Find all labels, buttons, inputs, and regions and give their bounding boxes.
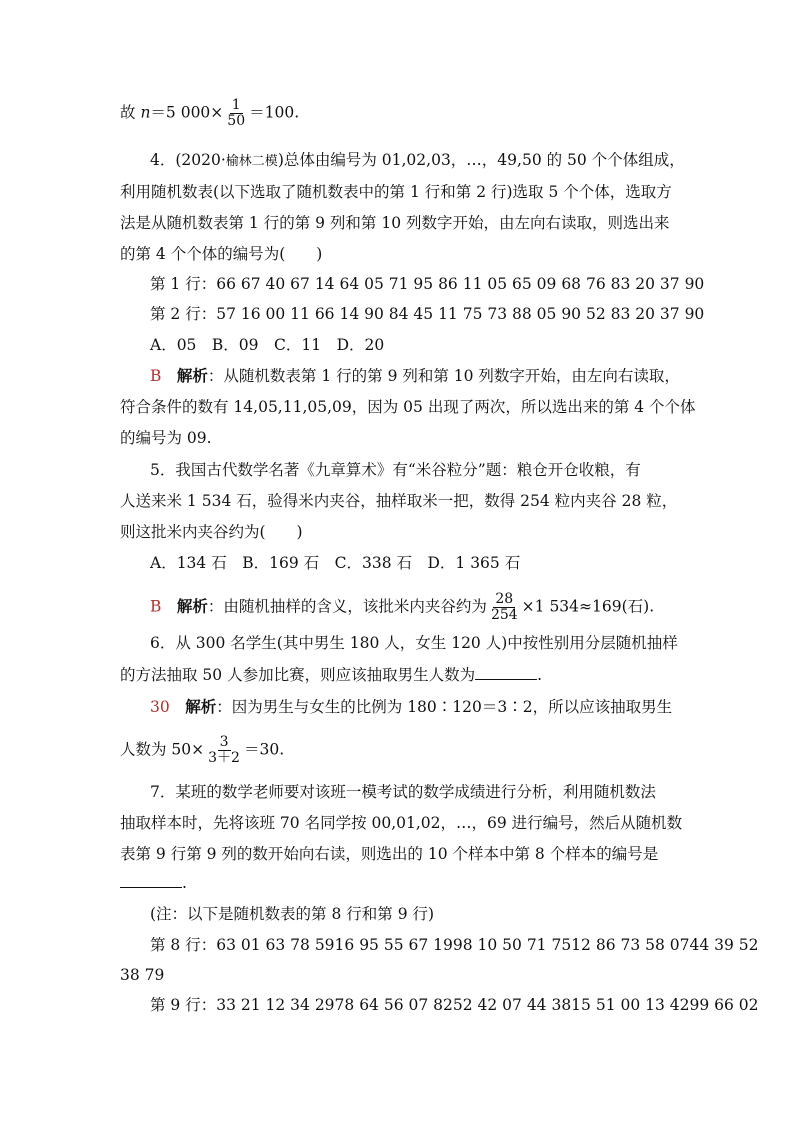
q7-note: (注：以下是随机数表的第 8 行和第 9 行) [150, 905, 435, 923]
analysis-keyword: 解析 [185, 697, 217, 716]
q4-random-row-1: 第 1 行：66 67 40 67 14 64 05 71 95 86 11 05 65 09 68 76 83 20 37 90 [150, 275, 705, 293]
q4-explanation-2: 符合条件的数有 14,05,11,05,09，因为 05 出现了两次，所以选出来的第 4 个个体 [120, 398, 696, 416]
text: )总体由编号为 01,02,03，…，49,50 的 50 个个体组成， [277, 151, 685, 169]
fraction [206, 735, 242, 766]
q4-explanation-1 [150, 366, 710, 386]
answer-label: 30 [150, 698, 170, 716]
analysis-keyword: 解析 [176, 366, 208, 385]
fraction-denominator: 254 [490, 607, 518, 623]
fraction-numerator: 3 [219, 734, 229, 750]
text: ＝5 000× [150, 103, 224, 122]
q5-options: A．134 石 B．169 石 C．338 石 D．1 365 石 [150, 554, 521, 572]
answer-blank [120, 873, 182, 888]
text: ×1 534≈169(石). [521, 597, 655, 616]
q7-line-3: 表第 9 行第 9 列的数开始向右读，则选出的 10 个样本中第 8 个样本的编号是 [120, 845, 659, 863]
answer-label: B [150, 367, 162, 385]
q6-line-2 [120, 665, 680, 685]
q4-line-1 [150, 150, 710, 172]
text: 的方法抽取 50 人参加比赛，则应该抽取男生人数为 [120, 666, 476, 684]
q7-line-2: 抽取样本时，先将该班 70 名同学按 00,01,02，…，69 进行编号，然后从随机数 [120, 814, 683, 832]
q6-explanation-2 [120, 735, 680, 766]
source-place: 榆林二模 [225, 154, 278, 169]
solution-line-q3 [120, 98, 680, 129]
q6-line-1: 6．从 300 名学生(其中男生 180 人，女生 120 人)中按性别用分层随机抽样 [150, 634, 678, 652]
text: ＝100. [249, 103, 300, 122]
q5-line-1: 5．我国古代数学名著《九章算术》有“米谷粒分”题：粮仓开仓收粮，有 [150, 461, 641, 479]
answer-blank [475, 665, 537, 680]
answer-label: B [150, 597, 162, 616]
fraction [225, 98, 247, 129]
q4-random-row-2: 第 2 行：57 16 00 11 66 14 90 84 45 11 75 73 88 05 90 52 83 20 37 90 [150, 305, 705, 323]
fraction-numerator: 28 [495, 591, 514, 607]
text: 故 [120, 103, 141, 122]
text: ：由随机抽样的含义，该批米内夹谷约为 [207, 597, 487, 616]
q7-random-row-8: 第 8 行：63 01 63 78 5916 95 55 67 1998 10 50 71 7512 86 73 58 0744 39 52 [150, 936, 759, 954]
q4-explanation-3: 的编号为 09. [120, 429, 212, 447]
q5-line-2: 人送来米 1 534 石，验得米内夹谷，抽样取米一把，数得 254 粒内夹谷 28 粒， [120, 492, 678, 510]
q7-line-4 [120, 873, 680, 893]
q4-line-2: 利用随机数表(以下选取了随机数表中的第 1 行和第 2 行)选取 5 个个体，选取方 [120, 183, 672, 201]
text: 4．(2020· [150, 151, 226, 169]
fraction [489, 592, 520, 623]
fraction-denominator: 50 [227, 113, 246, 129]
q4-options: A．05 B．09 C．11 D．20 [150, 336, 385, 354]
analysis-keyword: 解析 [176, 596, 208, 616]
fraction-numerator: 1 [231, 97, 241, 113]
q5-explanation [150, 592, 710, 623]
q7-random-row-8-cont: 38 79 [120, 966, 165, 984]
text: ＝30. [243, 740, 285, 759]
text: ：因为男生与女生的比例为 180∶120＝3∶2，所以应该抽取男生 [216, 698, 673, 716]
text: 人数为 50× [120, 740, 205, 759]
text: . [537, 666, 543, 684]
q4-line-3: 法是从随机数表第 1 行的第 9 列和第 10 列数字开始，由左向右读取，则选出来 [120, 214, 670, 232]
q7-line-1: 7．某班的数学老师要对该班一模考试的数学成绩进行分析，利用随机数法 [150, 783, 656, 801]
q5-line-3: 则这批米内夹谷约为( ) [120, 523, 303, 541]
q4-line-4: 的第 4 个个体的编号为( ) [120, 245, 323, 263]
text: ：从随机数表第 1 行的第 9 列和第 10 列数字开始，由左向右读取， [207, 367, 680, 385]
variable-n: n [140, 103, 151, 122]
text: . [182, 874, 187, 892]
q7-random-row-9: 第 9 行：33 21 12 34 2978 64 56 07 8252 42 07 44 3815 51 00 13 4299 66 02 [150, 996, 759, 1014]
fraction-denominator: 3＋2 [208, 750, 240, 766]
q6-explanation-1 [150, 697, 710, 717]
